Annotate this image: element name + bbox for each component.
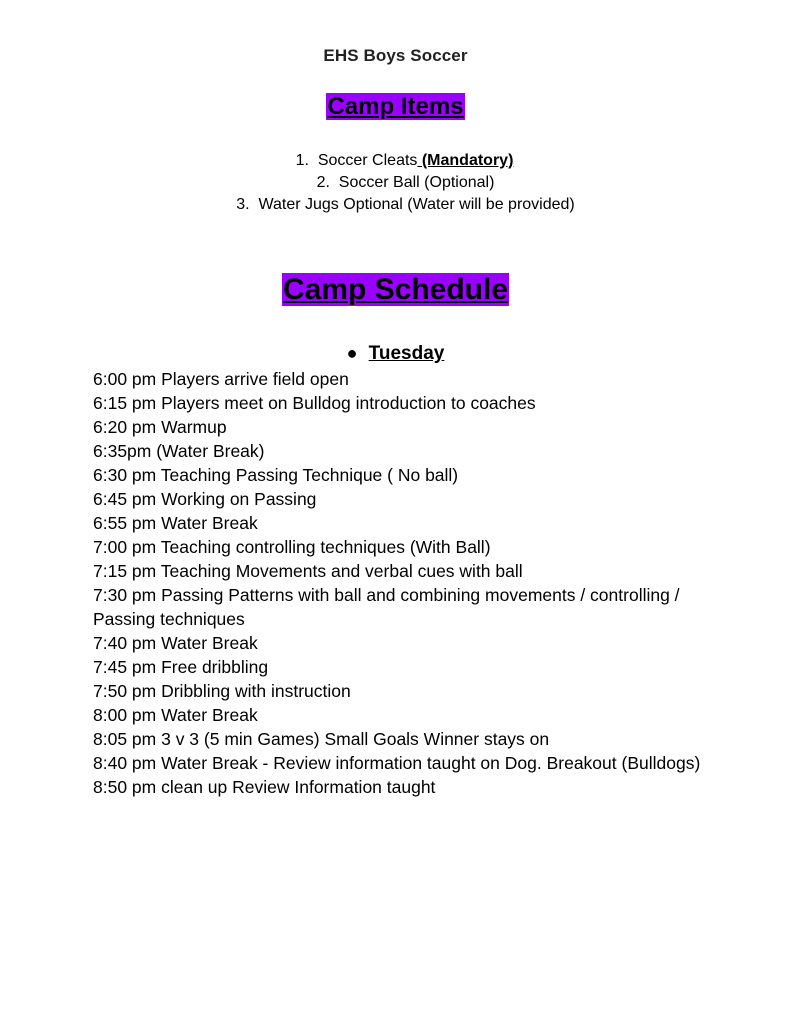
document-title: EHS Boys Soccer bbox=[323, 46, 468, 65]
camp-schedule-heading bbox=[0, 272, 791, 308]
day-label: Tuesday bbox=[368, 343, 445, 364]
camp-item bbox=[0, 194, 791, 216]
mandatory-note: (Mandatory) bbox=[417, 152, 514, 169]
camp-item-number: 1. bbox=[295, 152, 309, 169]
schedule-entry: 7:15 pm Teaching Movements and verbal cues with ball bbox=[93, 561, 523, 581]
camp-items-list bbox=[0, 150, 791, 216]
schedule-entry: 7:00 pm Teaching controlling techniques (With Ball) bbox=[93, 537, 491, 557]
schedule-entry: 6:55 pm Water Break bbox=[93, 513, 258, 533]
camp-item bbox=[0, 150, 791, 172]
camp-items-heading bbox=[0, 91, 791, 123]
schedule-entry: 6:15 pm Players meet on Bulldog introduction to coaches bbox=[93, 393, 536, 413]
schedule-entry: 6:20 pm Warmup bbox=[93, 417, 227, 437]
schedule-entry: 6:00 pm Players arrive field open bbox=[93, 369, 349, 389]
schedule-entry: 6:35pm (Water Break) bbox=[93, 441, 265, 461]
schedule-entry: 8:40 pm Water Break - Review information taught on Dog. Breakout (Bulldogs) bbox=[93, 753, 701, 773]
camp-item bbox=[0, 172, 791, 194]
camp-item-text: Soccer Cleats bbox=[317, 152, 418, 169]
camp-schedule-heading-text: Camp Schedule bbox=[282, 273, 509, 306]
schedule-entry: 8:50 pm clean up Review Information taught bbox=[93, 777, 436, 797]
schedule-entry: 6:45 pm Working on Passing bbox=[93, 489, 317, 509]
schedule-entry: 6:30 pm Teaching Passing Technique ( No ball) bbox=[93, 465, 459, 485]
camp-item-text: Soccer Ball (Optional) bbox=[338, 174, 495, 191]
schedule-entry: 7:45 pm Free dribbling bbox=[93, 657, 269, 677]
day-bullet-item bbox=[0, 340, 791, 367]
schedule-entry: 8:00 pm Water Break bbox=[93, 705, 258, 725]
schedule-entry: 7:40 pm Water Break bbox=[93, 633, 258, 653]
camp-item-number: 2. bbox=[316, 174, 330, 191]
bullet-icon: ● bbox=[346, 343, 358, 363]
camp-items-heading-text: Camp Items bbox=[327, 93, 464, 120]
camp-item-text: Water Jugs Optional (Water will be provided) bbox=[258, 196, 575, 213]
camp-item-number: 3. bbox=[236, 196, 250, 213]
schedule-entry: 7:50 pm Dribbling with instruction bbox=[93, 681, 351, 701]
schedule-entry: 7:30 pm Passing Patterns with ball and combining movements / controlling / Passing techniques bbox=[93, 585, 680, 629]
schedule-list bbox=[93, 367, 703, 799]
schedule-entry: 8:05 pm 3 v 3 (5 min Games) Small Goals Winner stays on bbox=[93, 729, 550, 749]
